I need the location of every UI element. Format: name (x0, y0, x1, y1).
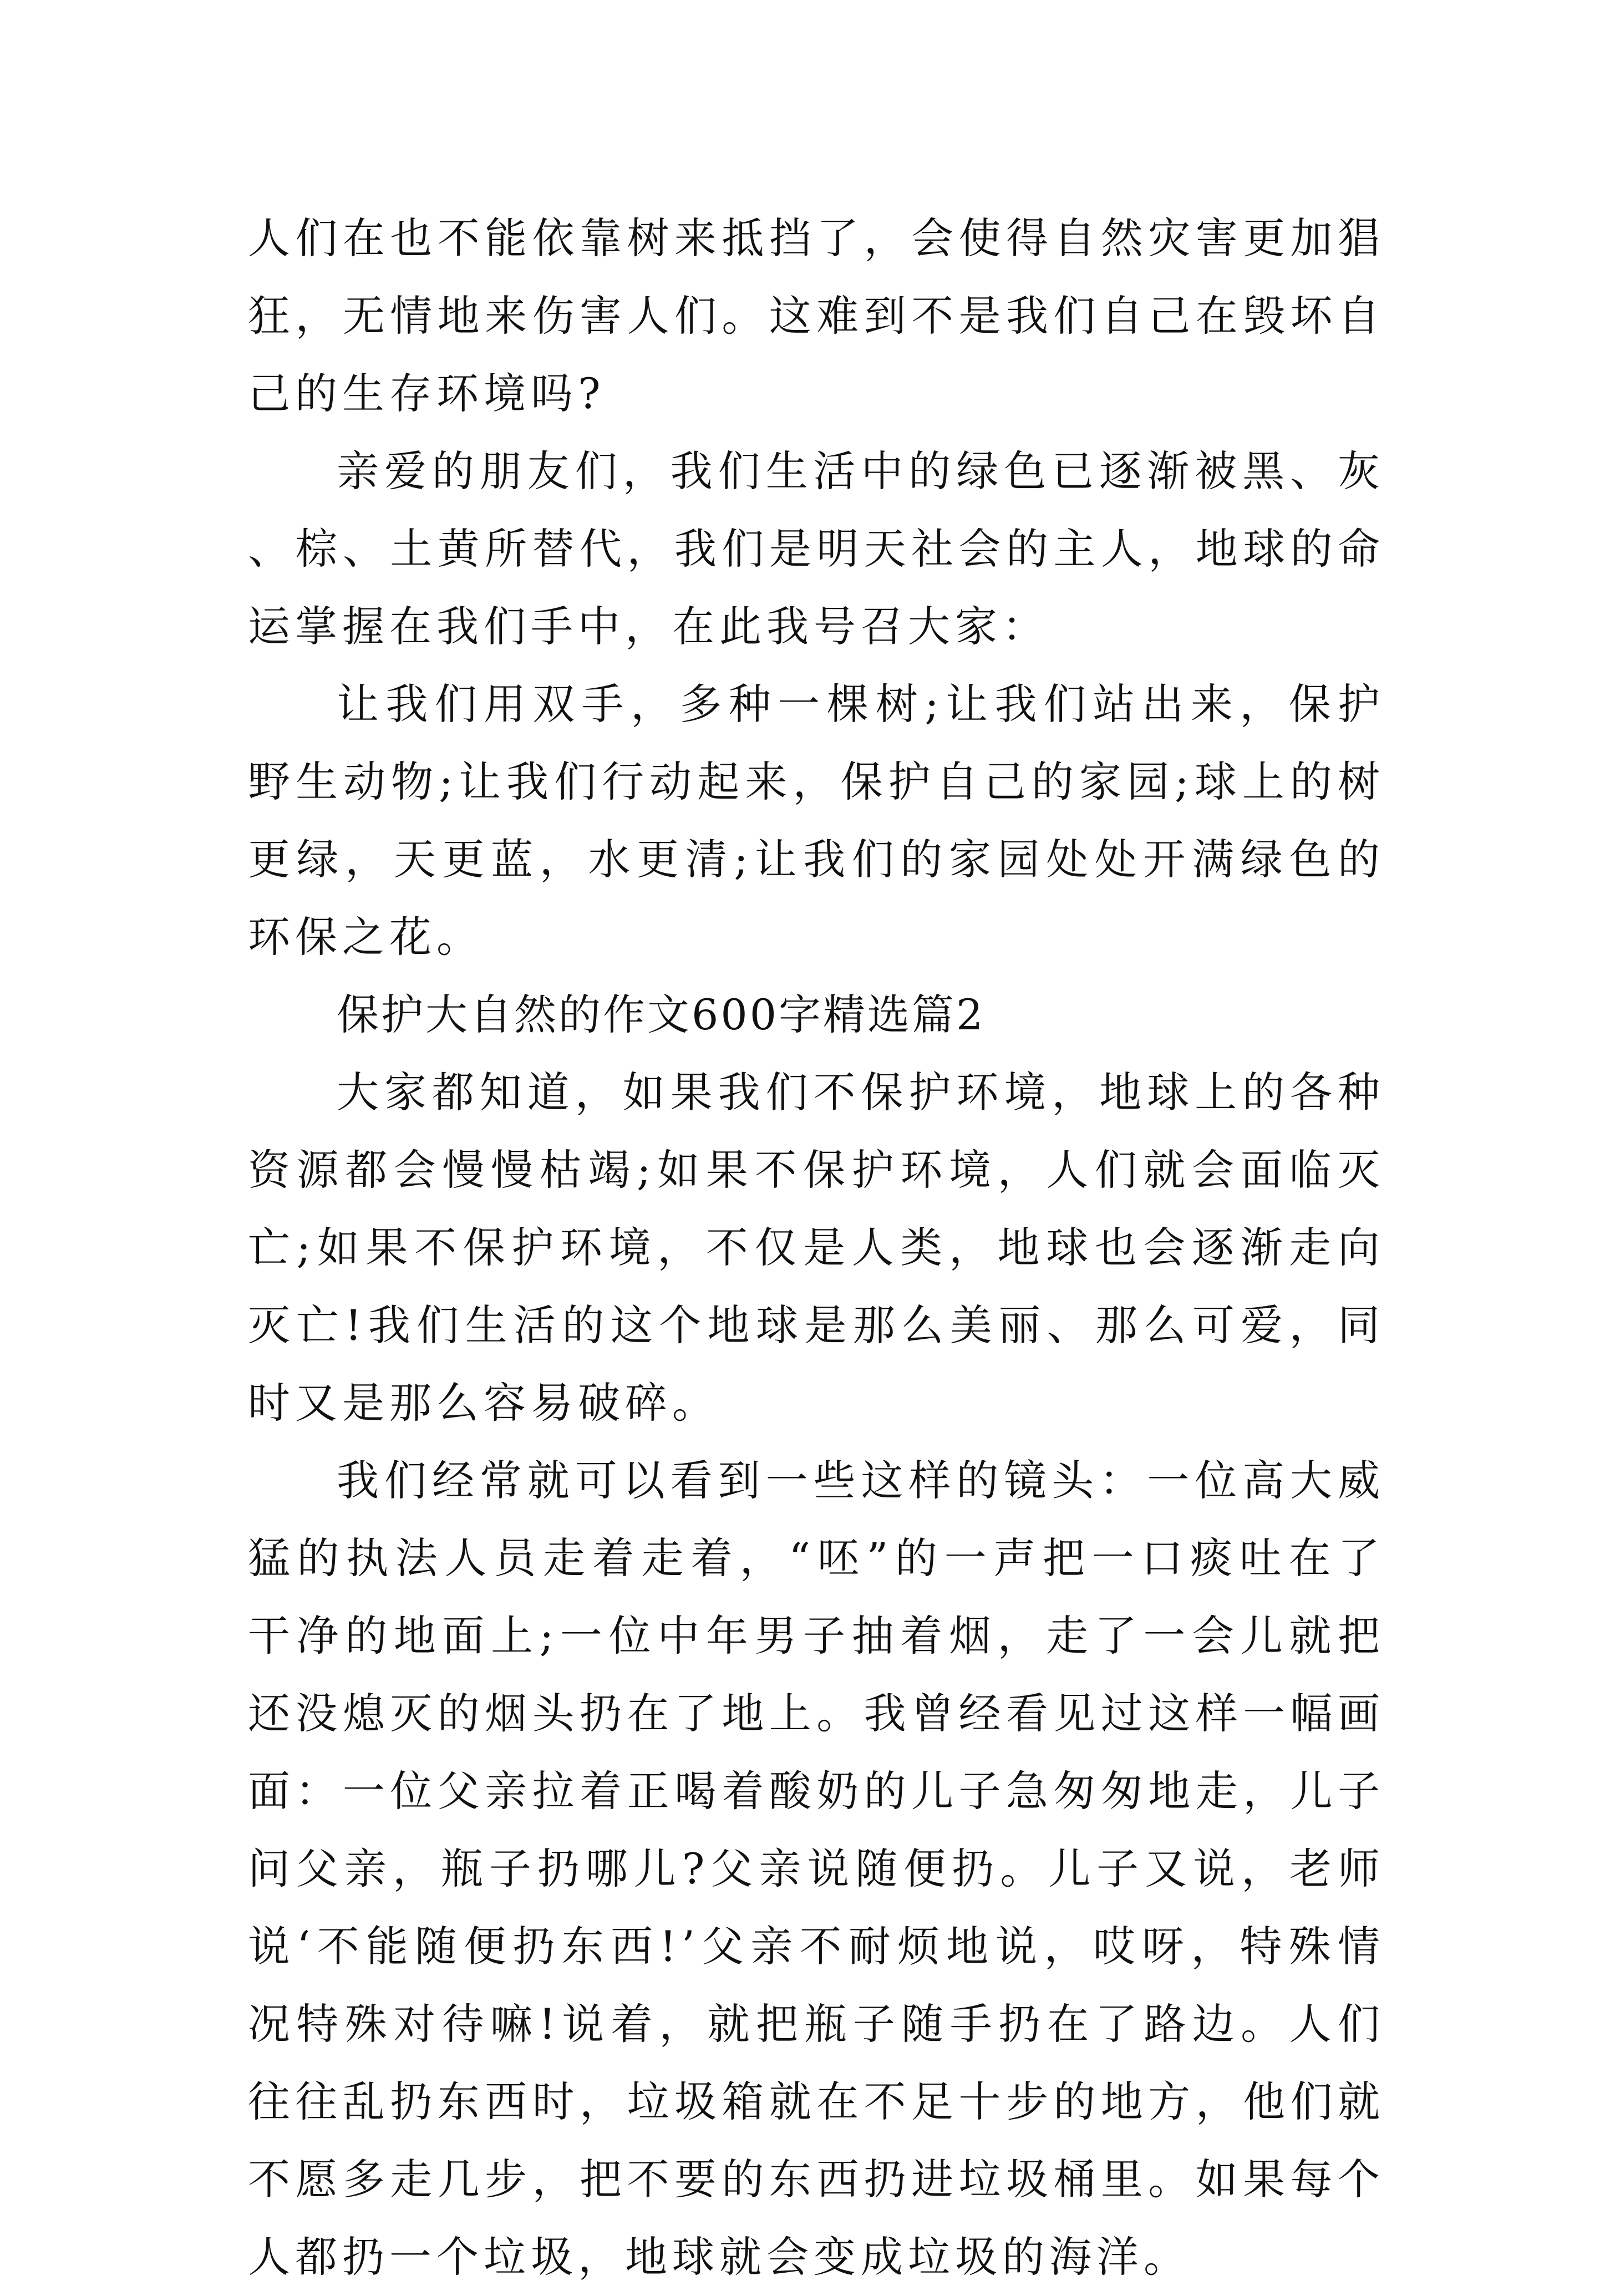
document-body (248, 200, 1385, 2296)
paragraph-4: 大家都知道，如果我们不保护环境，地球上的各种资源都会慢慢枯竭;如果不保护环境，人们就会面临灭亡;如果不保护环境，不仅是人类，地球也会逐渐走向灭亡!我们生活的这个地球是那么美丽、那么可爱，同时又是那么容易破碎。 (248, 1068, 1385, 1428)
paragraph-5: 我们经常就可以看到一些这样的镜头：一位高大威猛的执法人员走着走着，“呸”的一声把一口痰吐在了干净的地面上;一位中年男子抽着烟，走了一会儿就把还没熄灭的烟头扔在了地上。我曾经看见过这样一幅画面：一位父亲拉着正喝着酸奶的儿子急匆匆地走，儿子问父亲，瓶子扔哪儿?父亲说随便扔。儿子又说，老师说‘不能随便扔东西!’父亲不耐烦地说，哎呀，特殊情况特殊对待嘛!说着，就把瓶子随手扔在了路边。人们往往乱扔东西时，垃圾箱就在不足十步的地方，他们就不愿多走几步，把不要的东西扔进垃圾桶里。如果每个人都扔一个垃圾，地球就会变成垃圾的海洋。 (248, 1456, 1385, 2282)
paragraph-3: 让我们用双手，多种一棵树;让我们站出来，保护野生动物;让我们行动起来，保护自己的家园;球上的树更绿，天更蓝，水更清;让我们的家园处处开满绿色的环保之花。 (248, 679, 1385, 962)
paragraph-1: 人们在也不能依靠树来抵挡了，会使得自然灾害更加猖狂，无情地来伤害人们。这难到不是我们自己在毁坏自己的生存环境吗? (248, 214, 1385, 418)
section-heading: 保护大自然的作文600字精选篇2 (337, 990, 986, 1039)
paragraph-2: 亲爱的朋友们，我们生活中的绿色已逐渐被黑、灰、棕、土黄所替代，我们是明天社会的主人，地球的命运掌握在我们手中，在此我号召大家： (248, 446, 1385, 651)
